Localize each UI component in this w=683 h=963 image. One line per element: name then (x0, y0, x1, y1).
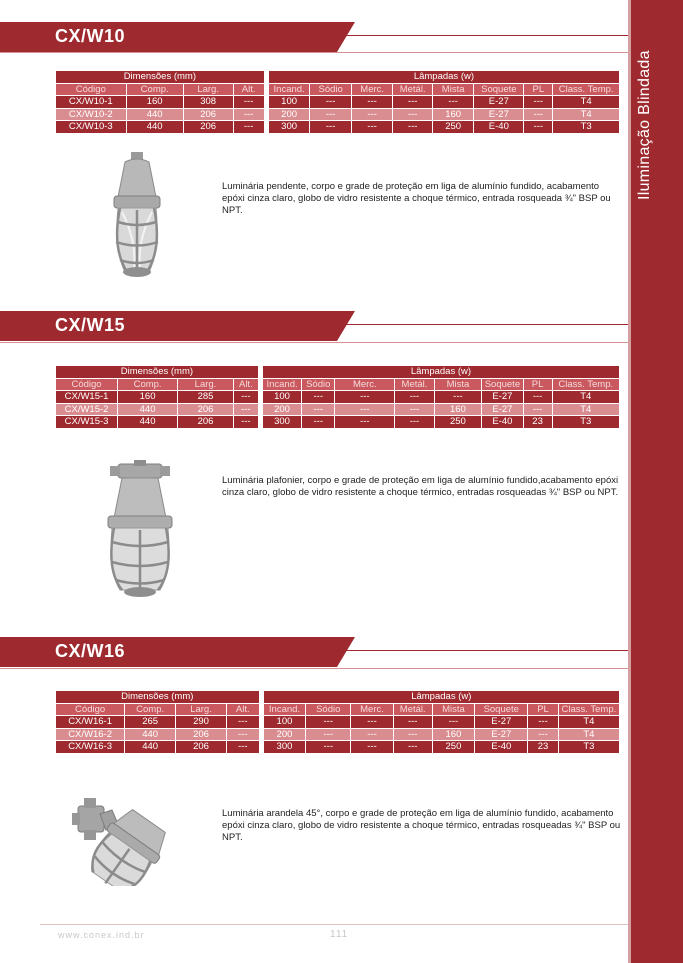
cell: --- (233, 416, 258, 429)
cell: 200 (263, 728, 306, 741)
col-header: Soquete (475, 703, 528, 716)
cell: T4 (553, 96, 620, 109)
spec-table-cx-w16 (55, 690, 620, 754)
cell: 265 (125, 716, 176, 729)
cell: E-27 (474, 96, 524, 109)
cell: --- (302, 391, 335, 404)
section-band-cx-w15 (0, 311, 337, 341)
table-row (56, 728, 620, 741)
cell: CX/W15-3 (56, 416, 118, 429)
col-header: Class. Temp. (558, 703, 619, 716)
section-title: CX/W16 (55, 641, 126, 661)
cell: CX/W16-2 (56, 728, 125, 741)
col-header: Larg. (178, 378, 234, 391)
col-header: Metál. (393, 83, 432, 96)
cell: --- (302, 416, 335, 429)
cell: --- (351, 728, 394, 741)
section-title: CX/W10 (55, 26, 126, 46)
cell: --- (351, 741, 394, 754)
cell: 440 (126, 108, 183, 121)
cell: 206 (183, 108, 233, 121)
cell: --- (302, 403, 335, 416)
cell: E-27 (482, 403, 523, 416)
lamps-group-header: Lâmpadas (w) (262, 366, 619, 379)
cell: 23 (523, 416, 552, 429)
cell: 160 (432, 108, 474, 121)
cell: --- (233, 108, 264, 121)
cell: --- (393, 728, 432, 741)
section-band-cx-w10 (0, 22, 337, 52)
col-header: Comp. (118, 378, 178, 391)
side-title (628, 0, 683, 240)
col-header: Sódio (310, 83, 352, 96)
cell: --- (306, 716, 351, 729)
section-divider (0, 52, 628, 53)
cell: --- (393, 121, 432, 134)
col-header: Mista (434, 378, 482, 391)
cell: 206 (183, 121, 233, 134)
cell: E-40 (475, 741, 528, 754)
cell: 440 (125, 728, 176, 741)
col-header: Class. Temp. (552, 378, 619, 391)
cell: --- (523, 391, 552, 404)
table-row (56, 741, 620, 754)
cell: 160 (434, 403, 482, 416)
dimensions-group-header: Dimensões (mm) (56, 366, 259, 379)
cell: T4 (558, 728, 619, 741)
wall-lamp-icon (72, 796, 200, 886)
table-row (56, 403, 620, 416)
section-line (337, 324, 628, 325)
cell: CX/W10-1 (56, 96, 127, 109)
col-header: Merc. (335, 378, 395, 391)
footer-divider (40, 924, 628, 925)
spec-table-cx-w10 (55, 70, 620, 134)
cell: CX/W10-2 (56, 108, 127, 121)
cell: 440 (118, 416, 178, 429)
col-header: Código (56, 703, 125, 716)
side-bar (628, 0, 683, 963)
lamps-group-header: Lâmpadas (w) (268, 71, 619, 84)
section-divider (0, 342, 628, 343)
cell: CX/W15-1 (56, 391, 118, 404)
col-header: PL (524, 83, 553, 96)
table-group-row (56, 71, 620, 84)
col-header: Alt. (233, 378, 258, 391)
col-header: Alt. (226, 703, 259, 716)
cell: --- (335, 391, 395, 404)
footer-url[interactable]: www.conex.ind.br (58, 930, 145, 940)
table-row (56, 108, 620, 121)
cell: T3 (558, 741, 619, 754)
cell: 100 (262, 391, 301, 404)
cell: --- (351, 108, 393, 121)
cell: --- (432, 716, 475, 729)
cell: --- (524, 108, 553, 121)
cell: --- (395, 391, 434, 404)
cell: --- (310, 96, 352, 109)
dimensions-group-header: Dimensões (mm) (56, 691, 260, 704)
section-title: CX/W15 (55, 315, 126, 335)
spec-table-cx-w15 (55, 365, 620, 429)
col-header: Soquete (482, 378, 523, 391)
cell: --- (310, 121, 352, 134)
cell: T4 (558, 716, 619, 729)
cell: CX/W16-1 (56, 716, 125, 729)
col-header: Soquete (474, 83, 524, 96)
cell: 200 (262, 403, 301, 416)
cell: --- (393, 96, 432, 109)
cell: T3 (553, 121, 620, 134)
table-row (56, 716, 620, 729)
col-header: Sódio (302, 378, 335, 391)
table-header-row (56, 703, 620, 716)
table-group-row (56, 691, 620, 704)
cell: T3 (552, 416, 619, 429)
product-description: Luminária arandela 45°, corpo e grade de proteção em liga de alumínio fundido, acabamento epóxi cinza claro, globo de vidro resistente a choque térmico, entradas rosqueadas ¾" BSP ou NPT. (222, 808, 621, 843)
col-header: Incand. (263, 703, 306, 716)
cell: 440 (126, 121, 183, 134)
cell: 160 (126, 96, 183, 109)
lamps-group-header: Lâmpadas (w) (263, 691, 619, 704)
ceiling-lamp-icon (100, 460, 180, 600)
cell: --- (351, 716, 394, 729)
col-header: Código (56, 83, 127, 96)
section-line (337, 35, 628, 36)
cell: 160 (118, 391, 178, 404)
cell: 100 (263, 716, 306, 729)
cell: --- (523, 403, 552, 416)
col-header: Merc. (351, 83, 393, 96)
table-row (56, 121, 620, 134)
col-header: PL (523, 378, 552, 391)
cell: --- (395, 403, 434, 416)
cell: E-27 (474, 108, 524, 121)
cell: --- (528, 716, 559, 729)
cell: 206 (176, 728, 227, 741)
cell: E-27 (475, 716, 528, 729)
cell: 285 (178, 391, 234, 404)
cell: 300 (263, 741, 306, 754)
cell: E-27 (475, 728, 528, 741)
cell: 440 (125, 741, 176, 754)
table-row (56, 96, 620, 109)
table-row (56, 416, 620, 429)
cell: --- (432, 96, 474, 109)
col-header: Comp. (125, 703, 176, 716)
cell: --- (226, 728, 259, 741)
table-row (56, 391, 620, 404)
cell: 250 (432, 741, 475, 754)
cell: CX/W10-3 (56, 121, 127, 134)
cell: 206 (178, 403, 234, 416)
dimensions-group-header: Dimensões (mm) (56, 71, 265, 84)
cell: --- (528, 728, 559, 741)
cell: --- (335, 416, 395, 429)
cell: --- (335, 403, 395, 416)
section-band-cx-w16 (0, 637, 337, 667)
cell: 300 (262, 416, 301, 429)
page-number: 111 (330, 929, 349, 940)
cell: --- (393, 741, 432, 754)
section-divider (0, 668, 628, 669)
cell: T4 (553, 108, 620, 121)
product-description: Luminária pendente, corpo e grade de proteção em liga de alumínio fundido, acabamento epóxi cinza claro, globo de vidro resistente a choque térmico, entrada rosqueada ¾" BSP ou NPT. (222, 181, 611, 216)
cell: 23 (528, 741, 559, 754)
cell: 308 (183, 96, 233, 109)
cell: 250 (432, 121, 474, 134)
cell: --- (524, 121, 553, 134)
section-line (337, 650, 628, 651)
cell: --- (434, 391, 482, 404)
cell: --- (351, 121, 393, 134)
cell: 300 (268, 121, 310, 134)
cell: T4 (552, 403, 619, 416)
product-description: Luminária plafonier, corpo e grade de proteção em liga de alumínio fundido,acabamento epóxi cinza claro, globo de vidro resistente a choque térmico, entradas rosqueadas ¾" BSP ou NPT. (222, 475, 619, 498)
table-group-row (56, 366, 620, 379)
cell: T4 (552, 391, 619, 404)
cell: E-40 (482, 416, 523, 429)
col-header: Mista (432, 83, 474, 96)
cell: --- (395, 416, 434, 429)
cell: E-27 (482, 391, 523, 404)
cell: --- (233, 391, 258, 404)
col-header: Comp. (126, 83, 183, 96)
cell: --- (226, 716, 259, 729)
cell: 290 (176, 716, 227, 729)
col-header: Merc. (351, 703, 394, 716)
cell: --- (306, 728, 351, 741)
col-header: Incand. (262, 378, 301, 391)
cell: --- (233, 403, 258, 416)
cell: 250 (434, 416, 482, 429)
table-header-row (56, 378, 620, 391)
cell: 206 (176, 741, 227, 754)
cell: --- (351, 96, 393, 109)
col-header: Código (56, 378, 118, 391)
cell: CX/W15-2 (56, 403, 118, 416)
cell: --- (226, 741, 259, 754)
col-header: Sódio (306, 703, 351, 716)
cell: 100 (268, 96, 310, 109)
cell: --- (524, 96, 553, 109)
cell: --- (393, 716, 432, 729)
side-title-text: Iluminação Blindada (636, 50, 653, 200)
cell: --- (233, 96, 264, 109)
cell: 440 (118, 403, 178, 416)
cell: 200 (268, 108, 310, 121)
cell: E-40 (474, 121, 524, 134)
col-header: Larg. (176, 703, 227, 716)
table-header-row (56, 83, 620, 96)
pendant-lamp-icon (98, 152, 176, 282)
col-header: Incand. (268, 83, 310, 96)
cell: 206 (178, 416, 234, 429)
col-header: Metál. (393, 703, 432, 716)
cell: --- (306, 741, 351, 754)
cell: CX/W16-3 (56, 741, 125, 754)
col-header: Mista (432, 703, 475, 716)
col-header: PL (528, 703, 559, 716)
cell: --- (233, 121, 264, 134)
col-header: Metál. (395, 378, 434, 391)
col-header: Alt. (233, 83, 264, 96)
cell: --- (310, 108, 352, 121)
col-header: Class. Temp. (553, 83, 620, 96)
col-header: Larg. (183, 83, 233, 96)
cell: 160 (432, 728, 475, 741)
cell: --- (393, 108, 432, 121)
